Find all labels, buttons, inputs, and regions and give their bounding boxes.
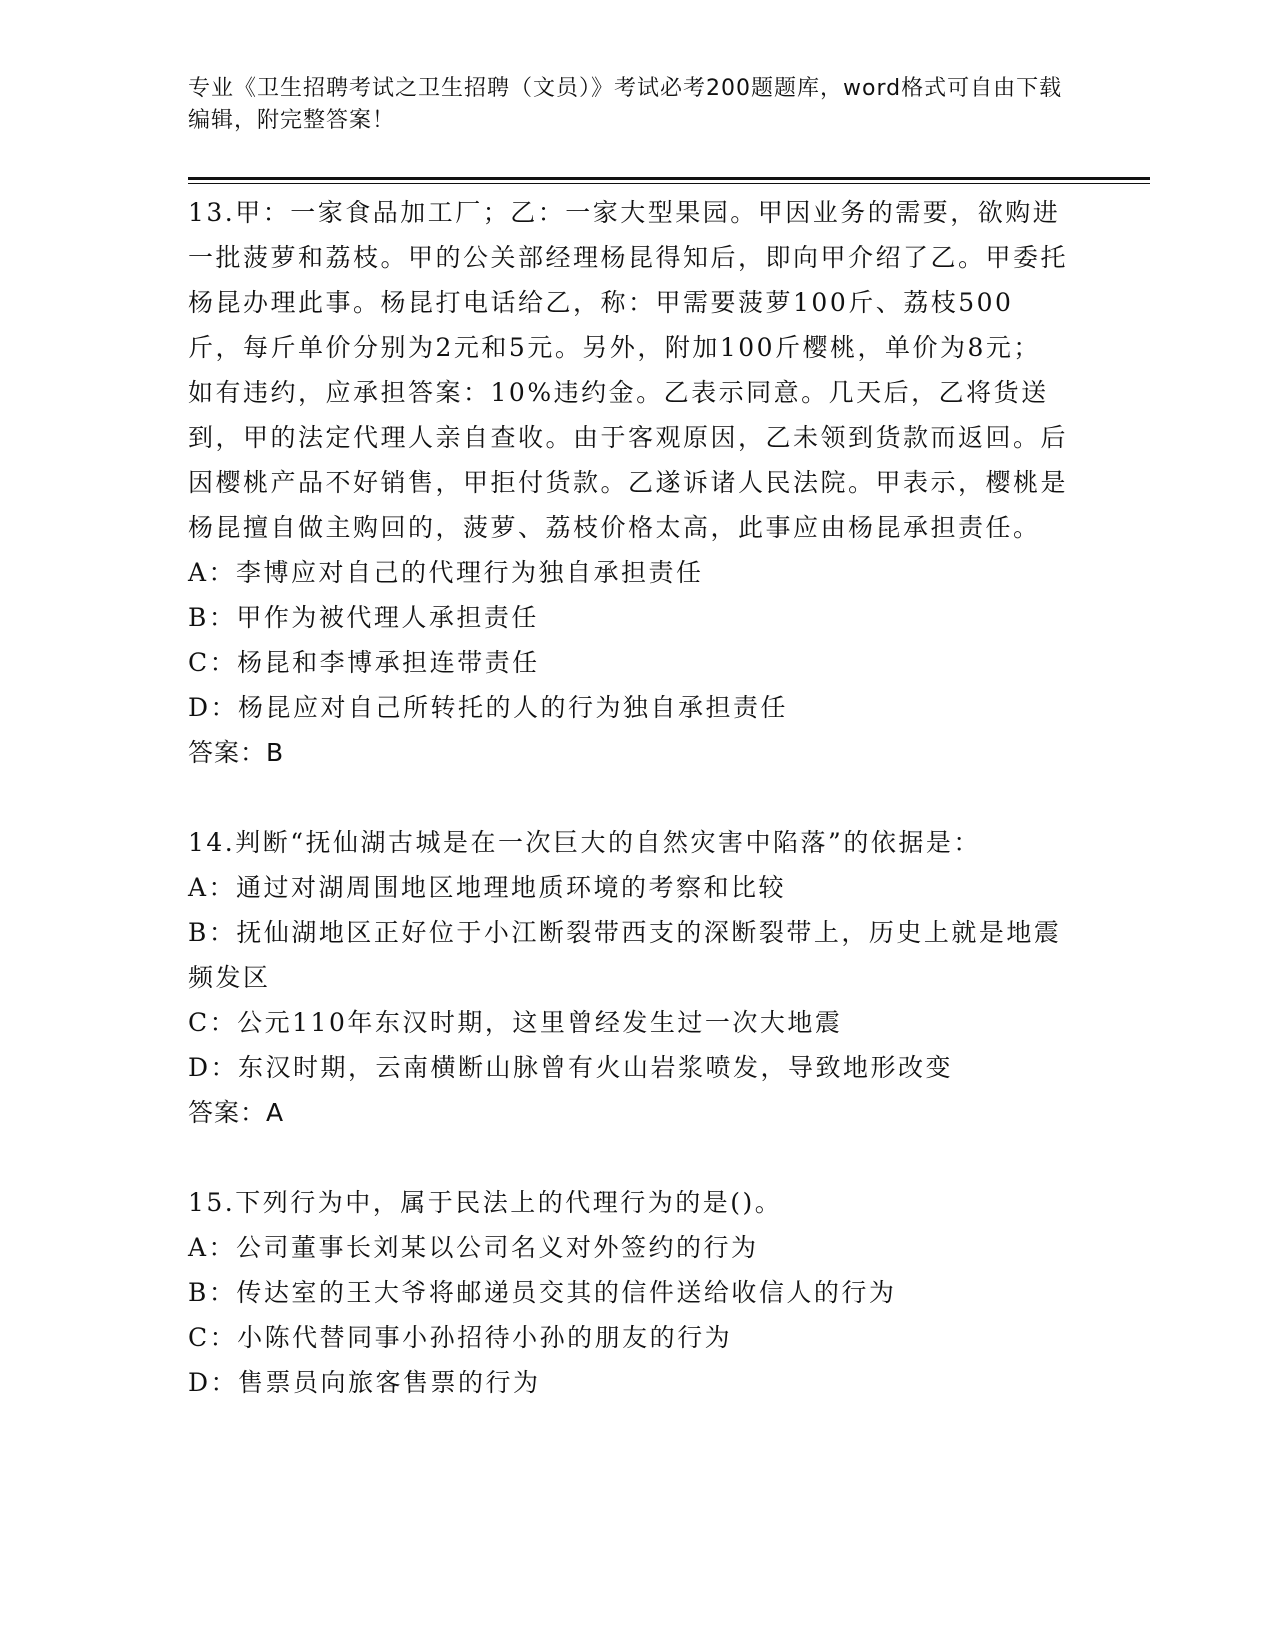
question-stem: 13.甲：一家食品加工厂；乙：一家大型果园。甲因业务的需要，欲购进一批菠萝和荔枝。甲的公关部经理杨昆得知后，即向甲介绍了乙。甲委托杨昆办理此事。杨昆打电话给乙，称：甲需要菠萝100斤、荔枝500斤，每斤单价分别为2元和5元。另外，附加100斤樱桃，单价为8元；如有违约，应承担答案：10%违约金。乙表示同意。几天后，乙将货送到，甲的法定代理人亲自查收。由于客观原因，乙未领到货款而返回。后因樱桃产品不好销售，甲拒付货款。乙遂诉诸人民法院。甲表示，樱桃是杨昆擅自做主购回的，菠萝、荔枝价格太高，此事应由杨昆承担责任。 — [188, 198, 1069, 542]
question-list — [188, 190, 1068, 1405]
document-header: 专业《卫生招聘考试之卫生招聘（文员）》考试必考200题题库，word格式可自由下载编辑，附完整答案！ — [188, 76, 1063, 133]
question-15 — [188, 1180, 1068, 1405]
option-c: C：杨昆和李博承担连带责任 — [188, 648, 540, 677]
header-rule-thin — [188, 183, 1150, 184]
question-13 — [188, 190, 1068, 775]
question-14 — [188, 820, 1068, 1135]
option-c: C：公元110年东汉时期，这里曾经发生过一次大地震 — [188, 1008, 843, 1037]
question-stem: 15.下列行为中，属于民法上的代理行为的是()。 — [188, 1188, 783, 1217]
option-a: A：公司董事长刘某以公司名义对外签约的行为 — [188, 1233, 759, 1262]
option-d: D：售票员向旅客售票的行为 — [188, 1368, 541, 1397]
question-spacer — [188, 775, 1068, 820]
option-d: D：东汉时期，云南横断山脉曾有火山岩浆喷发，导致地形改变 — [188, 1053, 954, 1082]
option-c: C：小陈代替同事小孙招待小孙的朋友的行为 — [188, 1323, 733, 1352]
option-d: D：杨昆应对自己所转托的人的行为独自承担责任 — [188, 693, 789, 722]
option-a: A：李博应对自己的代理行为独自承担责任 — [188, 558, 704, 587]
option-b: B：传达室的王大爷将邮递员交其的信件送给收信人的行为 — [188, 1278, 897, 1307]
option-b: B：抚仙湖地区正好位于小江断裂带西支的深断裂带上，历史上就是地震频发区 — [188, 918, 1062, 992]
question-spacer — [188, 1135, 1068, 1180]
question-stem: 14.判断“抚仙湖古城是在一次巨大的自然灾害中陷落”的依据是： — [188, 828, 981, 857]
answer-line: 答案：B — [188, 738, 285, 767]
header-rule-thick — [188, 177, 1150, 180]
answer-line: 答案：A — [188, 1098, 285, 1127]
option-b: B：甲作为被代理人承担责任 — [188, 603, 539, 632]
option-a: A：通过对湖周围地区地理地质环境的考察和比较 — [188, 873, 787, 902]
